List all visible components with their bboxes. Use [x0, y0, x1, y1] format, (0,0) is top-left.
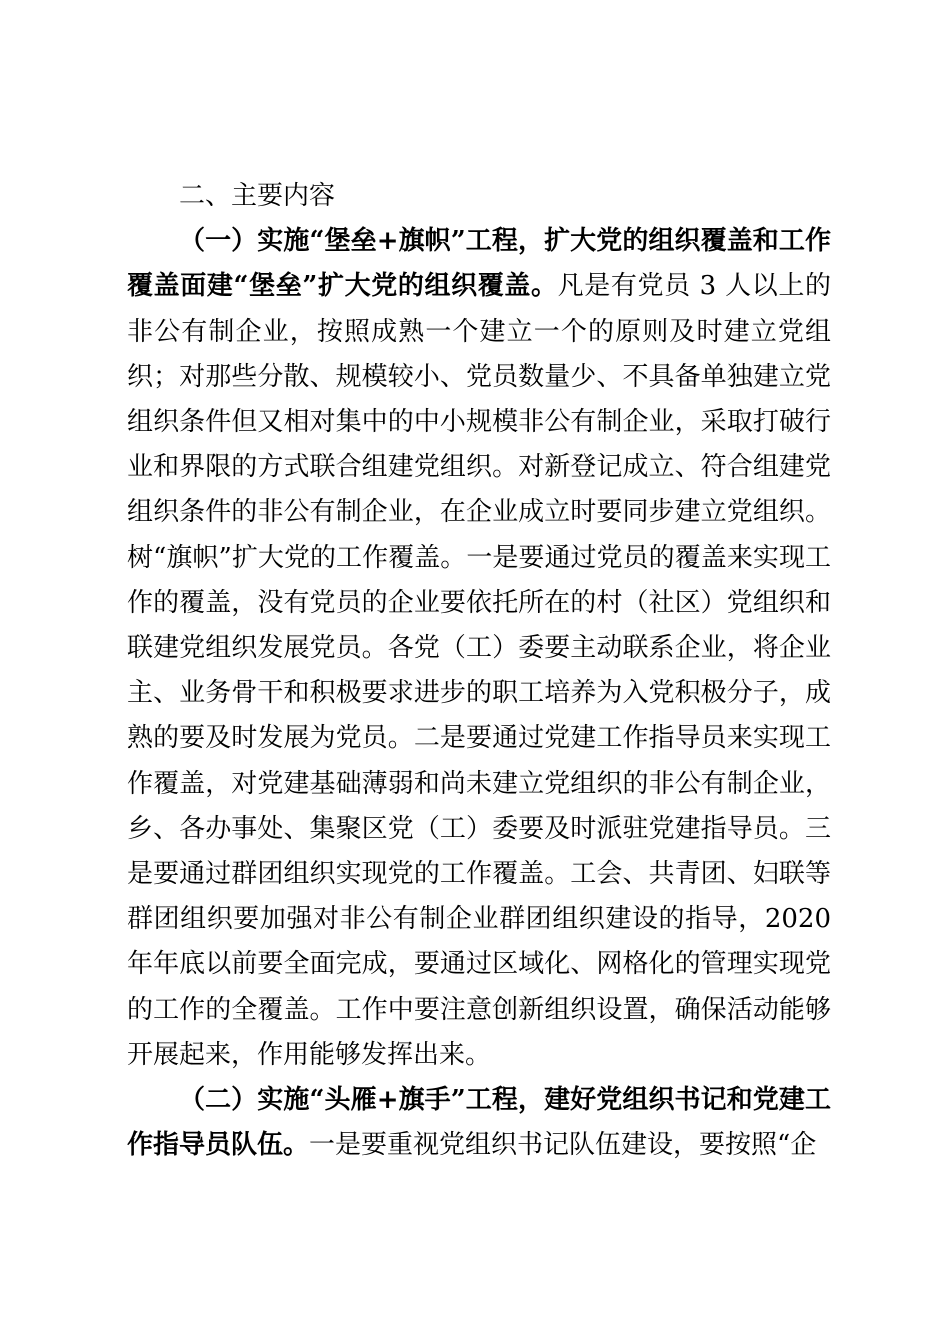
paragraph-2-text: 一是要重视党组织书记队伍建设，要按照“企 — [309, 1130, 817, 1161]
paragraph-2 — [127, 1078, 831, 1168]
paragraph-2-heading: （二）实施“头雁+旗手”工程，建好党组织书记和党建工作指导员队伍。 — [127, 1085, 831, 1161]
section-heading: 二、主要内容 — [179, 181, 336, 211]
paragraph-1-text: 凡是有党员 3 人以上的非公有制企业，按照成熟一个建立一个的原则及时建立党组织；对那些分散、规模较小、党员数量少、不具备单独建立党组织条件但又相对集中的中小规模非公有制企业，采取打破行业和界限的方式联合组建党组织。对新登记成立、符合组建党组织条件的非公有制企业，在企业成立时要同步建立党组织。树“旗帜”扩大党的工作覆盖。一是要通过党员的覆盖来实现工作的覆盖，没有党员的企业要依托所在的村（社区）党组织和联建党组织发展党员。各党（工）委要主动联系企业，将企业主、业务骨干和积极要求进步的职工培养为入党积极分子，成熟的要及时发展为党员。二是要通过党建工作指导员来实现工作覆盖，对党建基础薄弱和尚未建立党组织的非公有制企业，乡、各办事处、集聚区党（工）委要及时派驻党建指导员。三是要通过群团组织实现党的工作覆盖。工会、共青团、妇联等群团组织要加强对非公有制企业群团组织建设的指导，2020 年年底以前要全面完成，要通过区域化、网格化的管理实现党的工作的全覆盖。工作中要注意创新组织设置，确保活动能够开展起来，作用能够发挥出来。 — [127, 271, 831, 1070]
paragraph-1 — [127, 219, 831, 1078]
document-body — [127, 174, 831, 1168]
paragraph-1-heading: （一）实施“堡垒+旗帜”工程，扩大党的组织覆盖和工作覆盖面建“堡垒”扩大党的组织覆盖。 — [127, 226, 831, 302]
